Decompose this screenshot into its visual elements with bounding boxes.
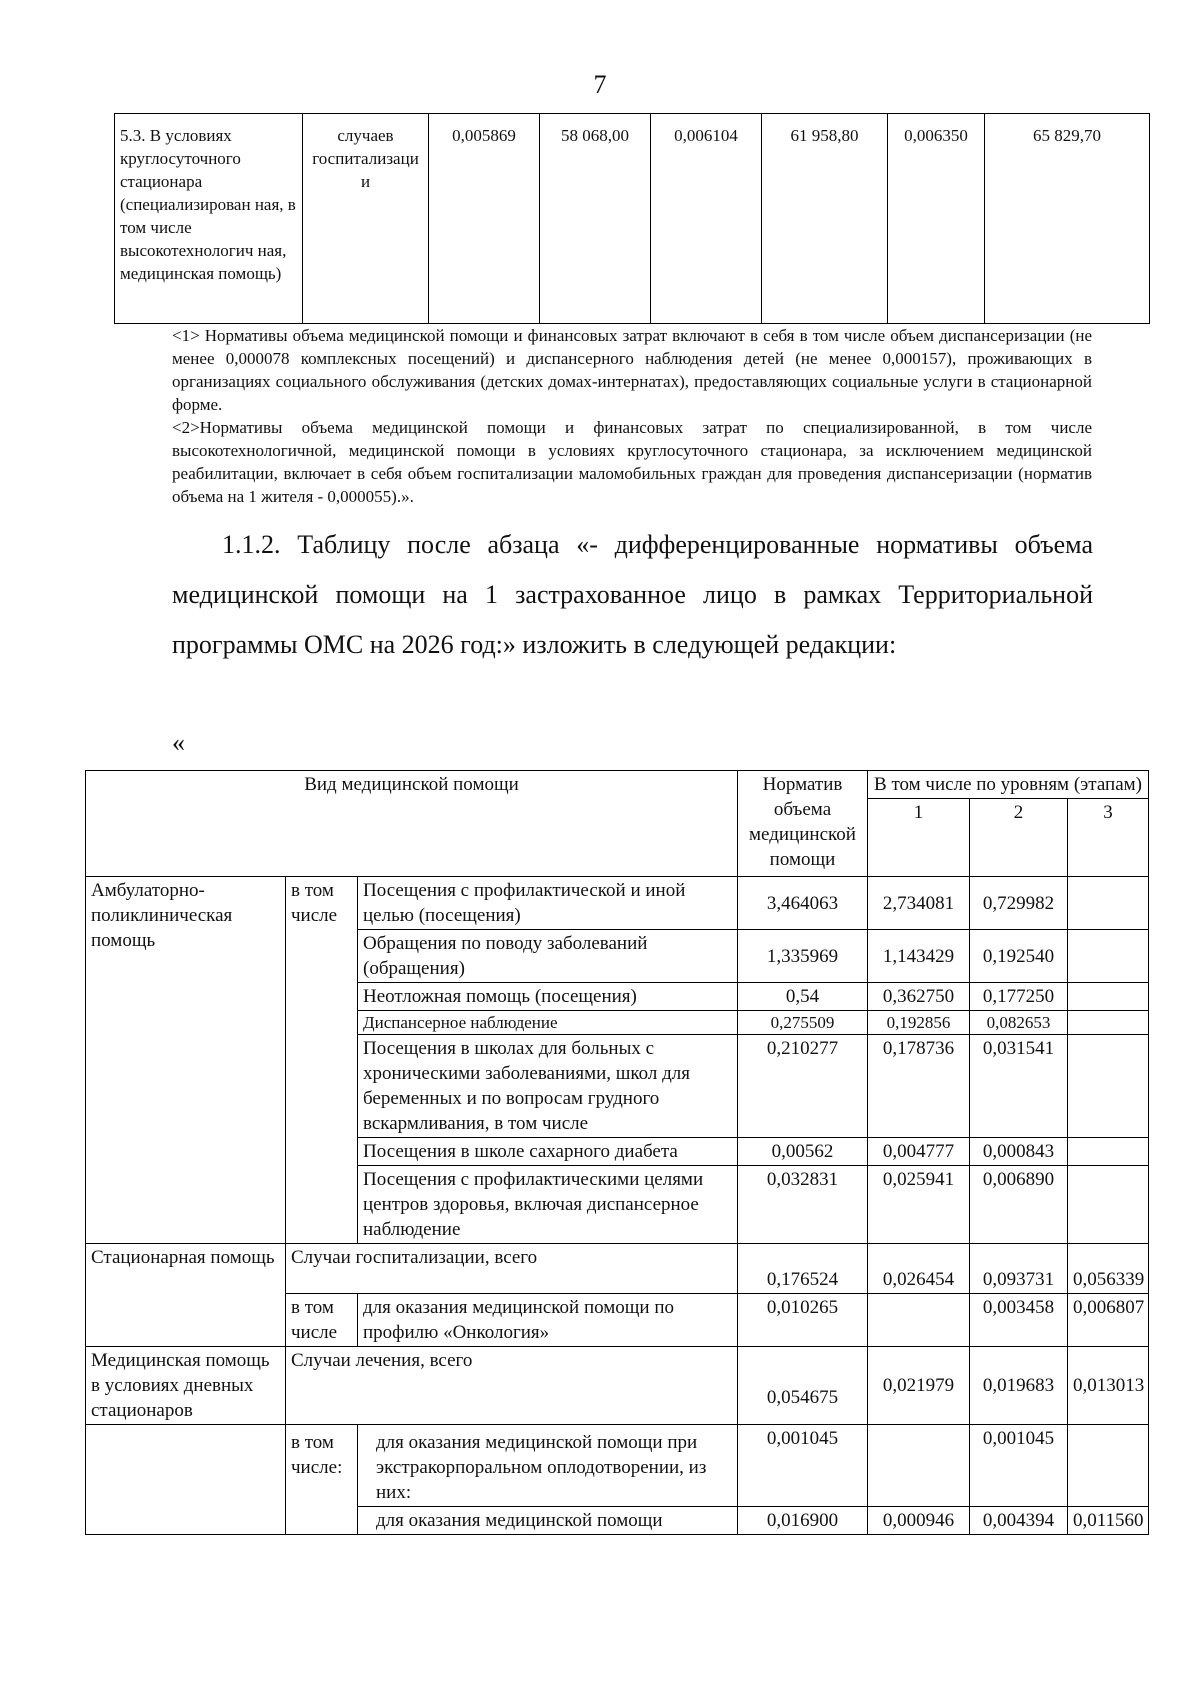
header-norm: Норматив объема медицинской помощи [738,771,868,877]
level1-cell: 0,021979 [868,1347,970,1425]
level3-cell: 0,011560 [1068,1507,1149,1535]
level3-cell [1068,1011,1149,1035]
level1-cell [868,1425,970,1507]
value-cell: 58 068,00 [540,114,651,324]
level2-cell: 0,000843 [970,1138,1068,1166]
level1-cell: 1,143429 [868,930,970,983]
category-inpatient: Стационарная помощь [86,1244,286,1347]
level3-cell [1068,1035,1149,1138]
table-header-row [86,771,1149,799]
value-cell: 61 958,80 [762,114,888,324]
level1-cell: 0,000946 [868,1507,970,1535]
level2-cell: 0,003458 [970,1294,1068,1347]
category-ambulatory: Амбулаторно-поликлиническая помощь [86,877,286,1244]
level2-cell: 0,082653 [970,1011,1068,1035]
incl-label: в том числе: [286,1425,358,1535]
level3-cell [1068,1166,1149,1244]
level1-cell: 0,178736 [868,1035,970,1138]
norm-cell: 3,464063 [738,877,868,930]
level1-cell: 2,734081 [868,877,970,930]
level3-cell [1068,877,1149,930]
row-name: для оказания медицинской помощи [358,1507,738,1535]
level2-cell: 0,001045 [970,1425,1068,1507]
row-name: Посещения с профилактической и иной целью (посещения) [358,877,738,930]
page-number: 7 [593,70,607,99]
level3-cell: 0,006807 [1068,1294,1149,1347]
norm-cell: 0,032831 [738,1166,868,1244]
norm-cell: 0,00562 [738,1138,868,1166]
header-level-1: 1 [868,799,970,877]
row-name: Случаи госпитализации, всего [286,1244,738,1294]
level3-cell: 0,013013 [1068,1347,1149,1425]
opening-quote: « [172,728,185,757]
norms-table [85,770,1149,1535]
amendment-paragraph [172,520,1093,670]
table-row [86,1244,1149,1294]
level2-cell: 0,192540 [970,930,1068,983]
level3-cell [1068,930,1149,983]
level3-cell [1068,1425,1149,1507]
header-level-3: 3 [1068,799,1149,877]
table-row [115,114,1150,324]
table-row [86,1425,1149,1507]
norm-cell: 0,275509 [738,1011,868,1035]
norm-cell: 0,54 [738,983,868,1011]
level3-cell [1068,1138,1149,1166]
level2-cell: 0,004394 [970,1507,1068,1535]
level1-cell: 0,025941 [868,1166,970,1244]
value-cell: 0,006350 [888,114,985,324]
norm-cell: 0,176524 [738,1244,868,1294]
row-name: для оказания медицинской помощи при экстракорпоральном оплодотворении, из них: [358,1425,738,1507]
norm-cell: 1,335969 [738,930,868,983]
level1-cell: 0,192856 [868,1011,970,1035]
level2-cell: 0,031541 [970,1035,1068,1138]
norm-cell: 0,001045 [738,1425,868,1507]
level2-cell: 0,177250 [970,983,1068,1011]
incl-label: в том числе [286,877,358,1244]
row-name: для оказания медицинской помощи по профилю «Онкология» [358,1294,738,1347]
footnote-1: <1> Нормативы объема медицинской помощи и финансовых затрат включают в себя в том числе объем диспансеризации (не менее 0,000078 комплексных посещений) и диспансерного наблюдения детей (не менее 0,000157), проживающих в организациях социального обслуживания (детских домах-интернатах), предоставляющих социальные услуги в стационарной форме. [172,326,1092,414]
footnote-2: <2>Нормативы объема медицинской помощи и финансовых затрат по специализированной, в том числе высокотехнологичной, медицинской помощи в условиях круглосуточного стационара, за исключением медицинской реабилитации, включает в себя объем госпитализации маломобильных граждан для проведения диспансеризации (норматив объема на 1 жителя - 0,000055).». [172,418,1092,506]
incl-label: в том числе [286,1294,358,1347]
top-table [114,113,1150,324]
norm-cell: 0,010265 [738,1294,868,1347]
value-cell: 0,005869 [429,114,540,324]
table-row [86,877,1149,930]
level3-cell: 0,056339 [1068,1244,1149,1294]
level1-cell: 0,026454 [868,1244,970,1294]
level2-cell: 0,019683 [970,1347,1068,1425]
norm-cell: 0,210277 [738,1035,868,1138]
level2-cell: 0,006890 [970,1166,1068,1244]
header-level-2: 2 [970,799,1068,877]
norm-cell: 0,054675 [738,1347,868,1425]
row-name: Посещения в школах для больных с хроническими заболеваниями, школ для беременных и по вопросам грудного вскармливания, в том числе [358,1035,738,1138]
value-cell: 0,006104 [651,114,762,324]
unit-cell: случаев госпитализаци и [303,114,429,324]
header-levels: В том числе по уровням (этапам) [868,771,1149,799]
norm-cell: 0,016900 [738,1507,868,1535]
row-label: 5.3. В условиях круглосуточного стационара (специализирован ная, в том числе высокотехнологич ная, медицинская помощь) [115,114,303,324]
header-type: Вид медицинской помощи [86,771,738,877]
level3-cell [1068,983,1149,1011]
category-empty [86,1425,286,1535]
paragraph-text: 1.1.2. Таблицу после абзаца «- дифференцированные нормативы объема медицинской помощи на 1 застрахованное лицо в рамках Территориальной программы ОМС на 2026 год:» изложить в следующей редакции: [172,530,1093,659]
value-cell: 65 829,70 [985,114,1150,324]
level2-cell: 0,093731 [970,1244,1068,1294]
footnotes [172,324,1092,508]
row-name: Посещения в школе сахарного диабета [358,1138,738,1166]
row-name: Обращения по поводу заболеваний (обращения) [358,930,738,983]
category-day-hospital: Медицинская помощь в условиях дневных стационаров [86,1347,286,1425]
level2-cell: 0,729982 [970,877,1068,930]
row-name: Случаи лечения, всего [286,1347,738,1425]
table-row [86,1347,1149,1425]
row-name: Диспансерное наблюдение [358,1011,738,1035]
level1-cell [868,1294,970,1347]
level1-cell: 0,004777 [868,1138,970,1166]
level1-cell: 0,362750 [868,983,970,1011]
row-name: Посещения с профилактическими целями центров здоровья, включая диспансерное наблюдение [358,1166,738,1244]
row-name: Неотложная помощь (посещения) [358,983,738,1011]
